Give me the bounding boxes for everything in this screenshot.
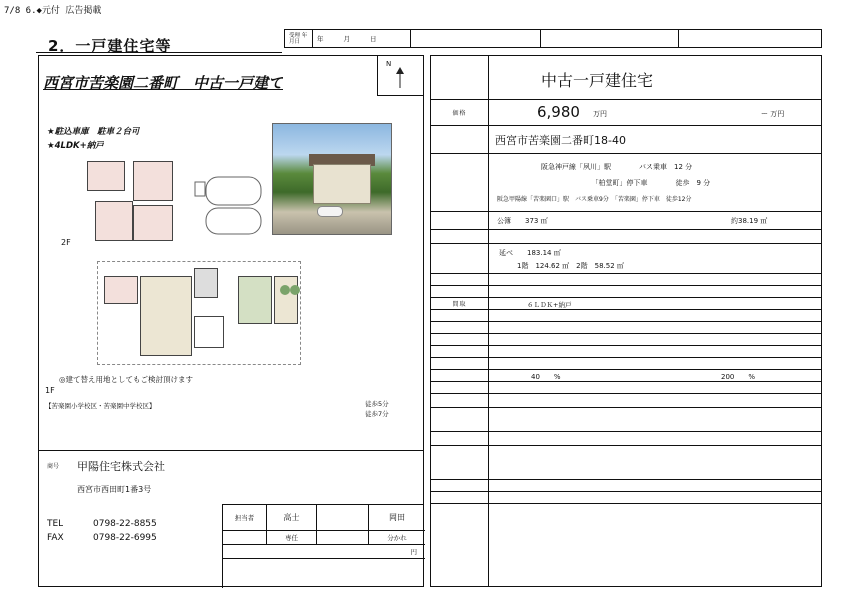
layout-label: 間取 [431,298,489,309]
company-name: 甲陽住宅株式会社 [77,460,165,473]
material-label [431,286,489,297]
tel-number[interactable]: 0798-22-8855 [93,519,157,529]
row-remarks [431,504,821,586]
type-value: 中古一戸建住宅 [541,71,654,90]
contact-stamp-box [222,504,424,588]
price-unit: 万円 [593,110,607,118]
row-price [431,100,821,126]
header-info-grid [284,29,822,48]
city-plan-label [431,346,489,357]
header-note: 7/8 6.◆元付 広告掲載 [4,6,102,16]
fee-value: 専任 [267,531,317,544]
manager-name: 岡田 [389,513,405,522]
zoning-label [431,358,489,369]
land-area-sub-value: 約38.19 ㎡ [731,217,768,225]
received-date-label: 受理 年月日 [285,30,313,47]
company-prefix: 商号 [47,463,60,470]
received-date-field[interactable] [313,30,411,47]
feature-bullet: ★駐込車庫 駐車２台可 [47,127,140,137]
floor-label-2f: 2F [61,238,71,247]
room-1f-c [194,268,218,298]
room-2f-d [133,205,173,241]
company-address: 西宮市西田町1番3号 [77,485,152,494]
share-label [317,531,369,544]
price-sub-value: ー 万円 [761,110,785,118]
property-flyer-panel [38,55,424,587]
price-label: 価格 [431,100,489,125]
floor-label-1f: 1F [45,386,55,395]
yen-unit: 円 [410,548,417,556]
share-value: 分かれ [387,534,407,542]
room-1f-a [104,276,138,304]
row-layout [431,298,821,310]
bcr-label [431,370,489,381]
building-area-line: 1階 124.62 ㎡ 2階 58.52 ㎡ [517,262,624,270]
school-distance: 徒歩5分 [365,400,389,408]
row-land-category [431,322,821,334]
land-cat-label [431,322,489,333]
parked-car [317,206,343,217]
page-title: 2．一戸建住宅等 [48,37,172,55]
title-underline [36,52,282,53]
transport-line: 阪急甲陽線「苦楽園口」駅 バス乗車9分 「苦楽園」停下車 徒歩12分 [497,196,692,203]
road-access-label [431,432,489,445]
property-photo [272,123,392,235]
land-area-value: 公簿 373 ㎡ [497,217,548,225]
room-2f-c [95,201,133,241]
room-2f-b [133,161,173,201]
remarks-label [431,504,489,586]
agent-divider [39,450,423,451]
header-col-3 [541,30,679,47]
layout-value: ６ＬＤＫ+納戸 [527,301,572,309]
status-label [431,480,489,491]
row-current [431,334,821,346]
property-info-table [430,55,822,587]
stamp-row-amount [223,545,425,559]
row-road-access [431,432,821,446]
structure-label [431,274,489,285]
row-property-type [431,56,821,100]
road-label [431,394,489,407]
room-2f-a [87,161,125,191]
row-zoning [431,358,821,370]
building-area-label [431,244,489,273]
transport-label [431,154,489,211]
row-other-limits [431,382,821,394]
floor-plan-2f [87,161,175,245]
location-label [431,126,489,153]
location-value: 西宮市苦楽園二番町18-40 [495,134,626,147]
bcr-value: 40 % [531,373,561,381]
handover-label [431,492,489,503]
fax-number: 0798-22-6995 [93,533,157,543]
north-arrow-icon [392,66,408,90]
rebuild-note: ◎建て替え用地としてもご検討頂けます [59,375,194,384]
price-value: 6,980 [537,103,580,121]
current-label [431,334,489,345]
row-facilities [431,408,821,432]
row-city-plan [431,346,821,358]
row-ratios [431,370,821,382]
row-land-rights [431,230,821,244]
floor-plan-1f [97,261,301,365]
fee-label [223,531,267,544]
land-rights-label [431,230,489,243]
row-location [431,126,821,154]
feature-bullet: ★4LDK+納戸 [47,141,104,151]
building-area-line: 延べ 183.14 ㎡ [499,249,561,257]
transport-line: 阪急神戸線「夙川」駅 バス乗車 12 分 [541,163,693,171]
property-title: 西宮市苦楽園二番町 中古一戸建て [43,74,284,92]
parking-diagram [194,176,264,246]
manager-label [317,505,369,530]
compass-box [377,56,423,96]
room-1f-e [238,276,272,324]
school-distance: 徒歩7分 [365,410,389,418]
row-status [431,480,821,492]
row-transport [431,154,821,212]
transport-line: 「柏堂町」停下車 徒歩 9 分 [581,179,711,187]
facilities-label [431,408,489,431]
row-material [431,286,821,298]
row-land-area [431,212,821,230]
stamp-row-fees [223,531,425,545]
date-part-month: 月 [343,35,350,43]
garden-tree-icon [279,284,309,296]
far-value: 200 % [721,373,756,381]
room-1f-d [194,316,224,348]
school-district-label: 【苦楽園小学校区・苦楽園中学校区】 [45,402,156,410]
date-part-day: 日 [370,35,377,43]
row-handover [431,492,821,504]
contact-name: 高士 [267,505,317,530]
row-roadside [431,446,821,480]
built-label [431,310,489,321]
header-col-2 [411,30,541,47]
other-limits-label [431,382,489,393]
row-built [431,310,821,322]
fax-label: FAX [47,533,64,543]
compass-icon: N [386,60,392,68]
tel-label: TEL [47,519,64,529]
header-col-4 [679,30,821,47]
type-label [431,56,489,99]
row-building-area [431,244,821,274]
date-part-year: 年 [317,35,324,43]
room-1f-b [140,276,192,356]
row-road [431,394,821,408]
roadside-label [431,446,489,479]
land-area-label [431,212,489,229]
stamp-row-contacts [223,505,425,531]
house-body [313,164,371,204]
row-structure [431,274,821,286]
contact-label: 担当者 [223,505,267,530]
